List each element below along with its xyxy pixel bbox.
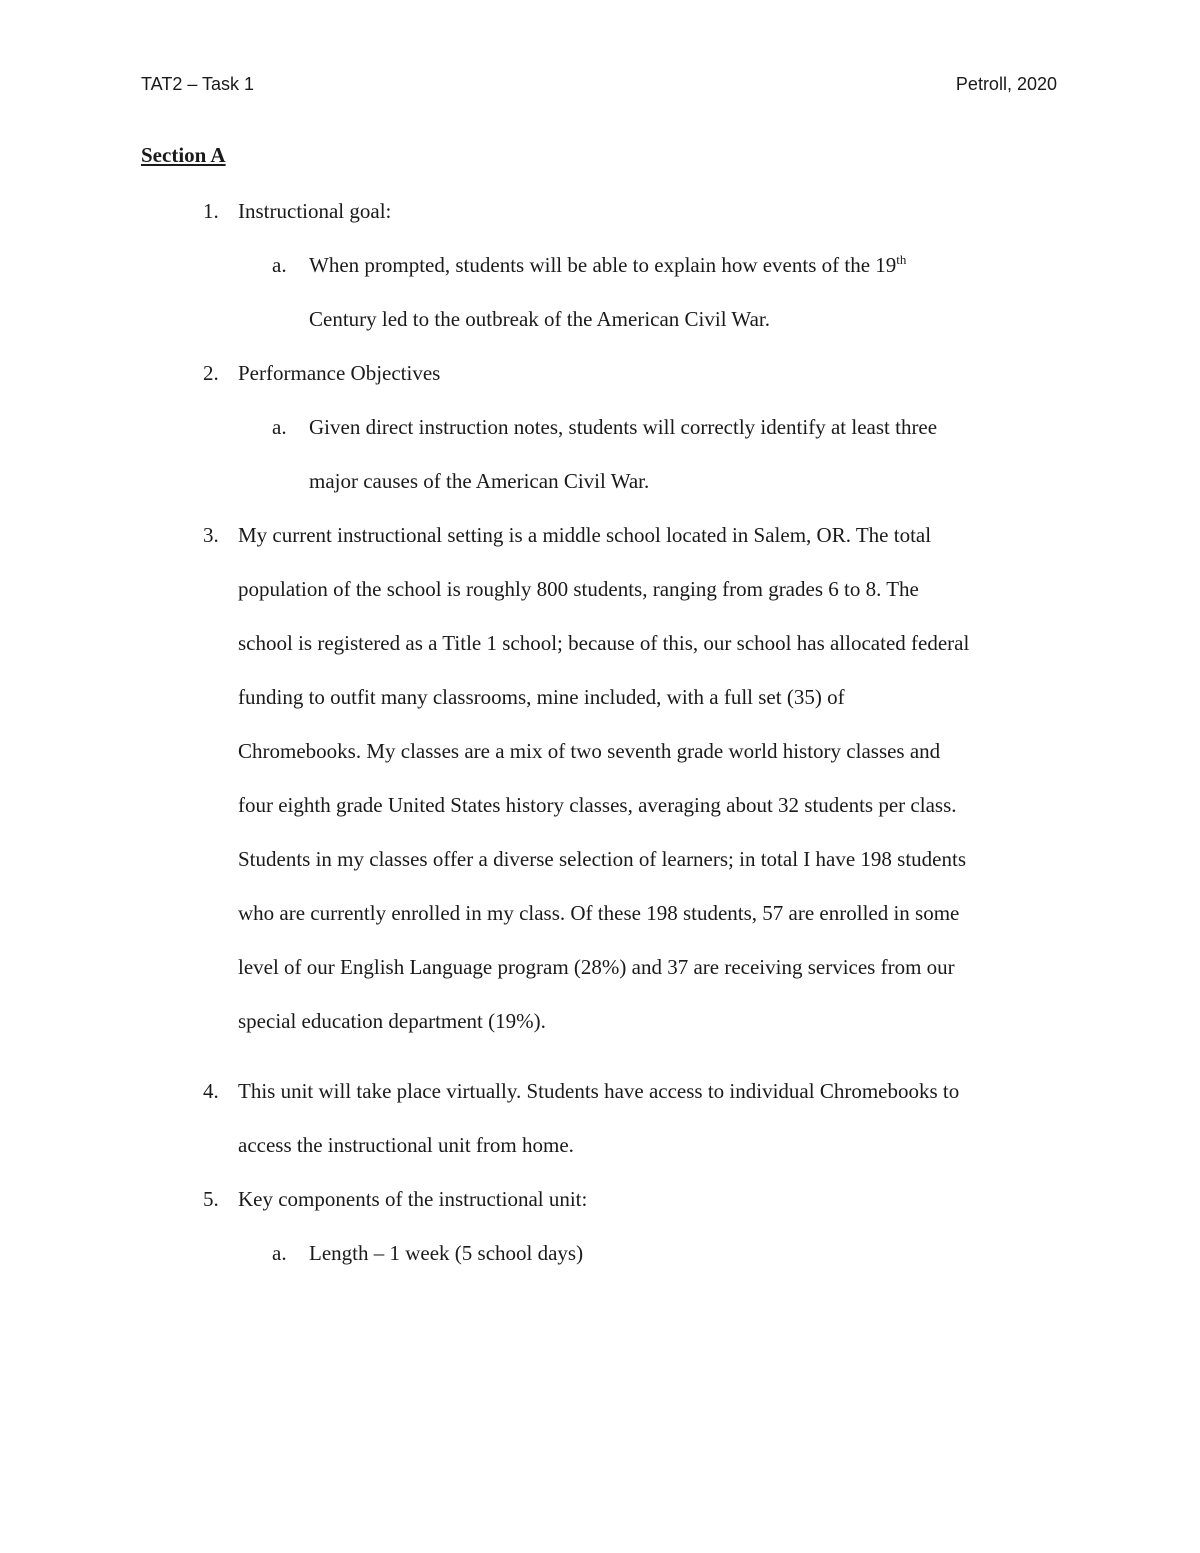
paragraph-line: school is registered as a Title 1 school; because of this, our school has allocated federal [238, 631, 970, 655]
list-item-text: When prompted, students will be able to explain how events of the 19 [309, 253, 897, 277]
paragraph-line: who are currently enrolled in my class. Of these 198 students, 57 are enrolled in some [238, 901, 960, 925]
header-left-text: TAT2 – Task 1 [141, 74, 255, 94]
list-item-text: Length – 1 week (5 school days) [309, 1241, 584, 1265]
paragraph-line: special education department (19%). [238, 1009, 546, 1033]
list-letter: a. [272, 1241, 287, 1265]
list-item-text: Instructional goal: [238, 199, 392, 223]
list-item-text: This unit will take place virtually. Students have access to individual Chromebooks to [238, 1079, 960, 1103]
section-title: Section A [141, 143, 226, 167]
superscript-ordinal: th [896, 252, 907, 267]
list-item-text-line [309, 238, 906, 292]
list-letter: a. [272, 415, 287, 439]
paragraph-line: Students in my classes offer a diverse selection of learners; in total I have 198 students [238, 847, 967, 871]
list-number: 1. [203, 199, 219, 223]
list-number: 3. [203, 523, 219, 547]
paragraph-line: My current instructional setting is a middle school located in Salem, OR. The total [238, 523, 932, 547]
list-item-text: Given direct instruction notes, students will correctly identify at least three [309, 415, 938, 439]
list-letter: a. [272, 253, 287, 277]
paragraph-line: level of our English Language program (28%) and 37 are receiving services from our [238, 955, 955, 979]
paragraph-line: Chromebooks. My classes are a mix of two seventh grade world history classes and [238, 739, 941, 763]
paragraph-line: four eighth grade United States history classes, averaging about 32 students per class. [238, 793, 957, 817]
list-item-text: Century led to the outbreak of the American Civil War. [309, 307, 770, 331]
header-right-text: Petroll, 2020 [955, 74, 1057, 94]
paragraph-line: funding to outfit many classrooms, mine included, with a full set (35) of [238, 685, 845, 709]
list-number: 5. [203, 1187, 219, 1211]
list-item-text: Key components of the instructional unit: [238, 1187, 588, 1211]
list-item-text: access the instructional unit from home. [238, 1133, 574, 1157]
list-item-text: Performance Objectives [238, 361, 441, 385]
list-number: 2. [203, 361, 219, 385]
paragraph-line: population of the school is roughly 800 students, ranging from grades 6 to 8. The [238, 577, 919, 601]
list-number: 4. [203, 1079, 219, 1103]
list-item-text: major causes of the American Civil War. [309, 469, 650, 493]
